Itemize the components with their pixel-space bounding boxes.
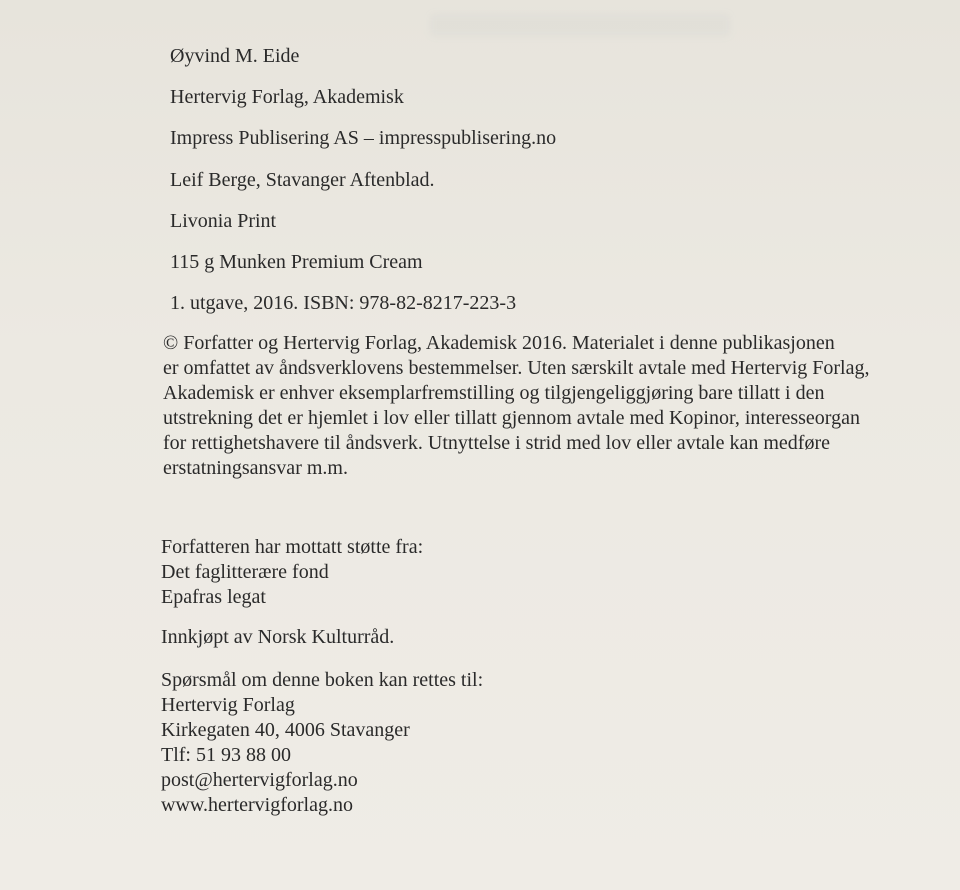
support-heading: Forfatteren har mottatt støtte fra: [161, 536, 424, 558]
contact-phone: Tlf: 51 93 88 00 [161, 744, 291, 766]
imprint-value: Leif Berge, Stavanger Aftenblad. [170, 169, 435, 191]
support-item: Det faglitterære fond [161, 561, 329, 583]
contact-email: post@hertervigforlag.no [161, 769, 358, 791]
purchase-note [161, 625, 394, 650]
purchase-text: Innkjøpt av Norsk Kulturråd. [161, 626, 395, 648]
imprint-value: Øyvind M. Eide [170, 45, 300, 67]
contact-web: www.hertervigforlag.no [161, 794, 353, 816]
show-through-bleed [430, 14, 730, 36]
imprint-value: 1. utgave, 2016. ISBN: 978-82-8217-223-3 [170, 292, 517, 314]
support-block [161, 535, 423, 610]
contact-heading: Spørsmål om denne boken kan rettes til: [161, 669, 484, 691]
support-item: Epafras legat [161, 586, 266, 608]
rights-line: © Forfatter og Hertervig Forlag, Akademisk 2016. Materialet i denne publikasjonen [163, 332, 835, 354]
rights-line: for rettighetshavere til åndsverk. Utnyttelse i strid med lov eller avtale kan medføre [163, 432, 830, 454]
rights-line: utstrekning det er hjemlet i lov eller tillatt gjennom avtale med Kopinor, interesseorgan [163, 407, 860, 429]
imprint-value: Impress Publisering AS – impresspublisering.no [170, 127, 557, 149]
contact-block [161, 668, 483, 818]
rights-line: erstatningsansvar m.m. [163, 457, 348, 479]
rights-paragraph [163, 331, 943, 481]
rights-line: Akademisk er enhver eksemplarfremstilling og tilgjengeliggjøring bare tillatt i den [163, 382, 825, 404]
rights-line: er omfattet av åndsverklovens bestemmelser. Uten særskilt avtale med Hertervig Forlag, [163, 357, 870, 379]
imprint-value: Hertervig Forlag, Akademisk [170, 86, 404, 108]
imprint-value: 115 g Munken Premium Cream [170, 251, 423, 273]
contact-address: Kirkegaten 40, 4006 Stavanger [161, 719, 410, 741]
contact-name: Hertervig Forlag [161, 694, 295, 716]
imprint-value: Livonia Print [170, 210, 277, 232]
